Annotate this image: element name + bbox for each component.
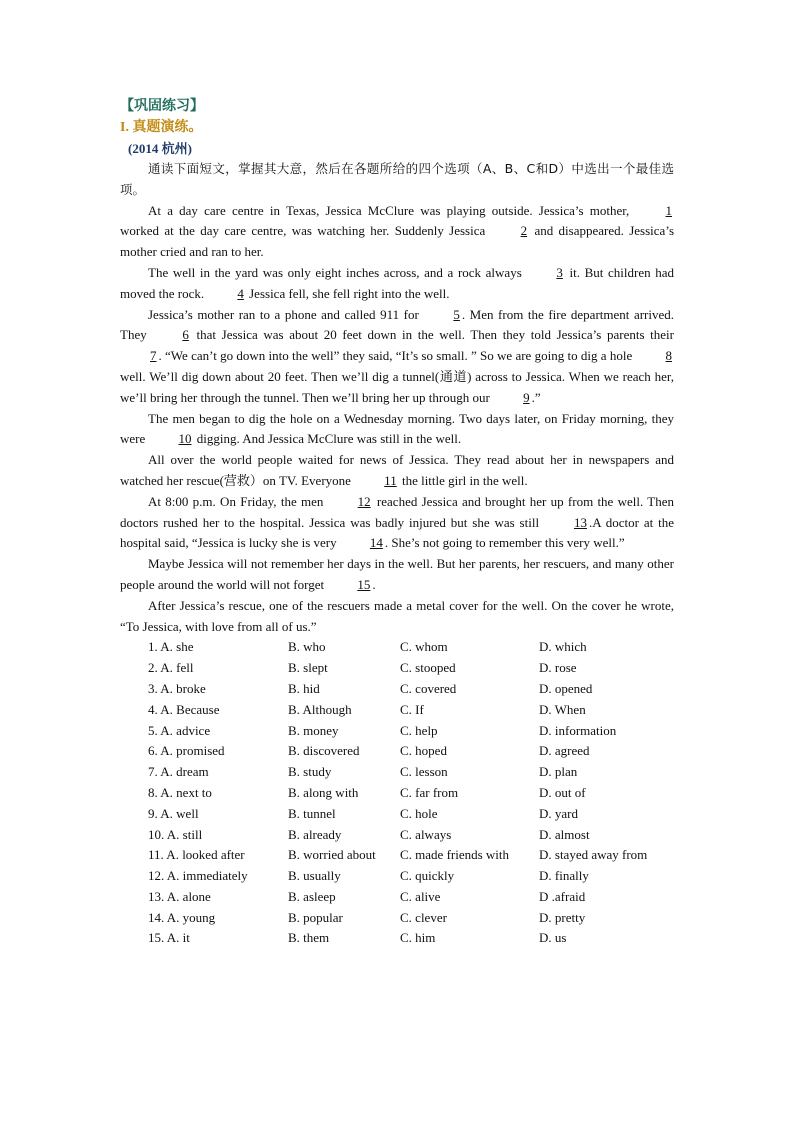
option-d: D. rose bbox=[539, 660, 577, 676]
passage-paragraph-6: At 8:00 p.m. On Friday, the men 12 reached Jessica and brought her up from the well. Then doctors rushed her to the hospital. Jessica was badly injured but she was still 13 .A doctor at the hospital said, “Jessica is lucky she is very 14 . She’s not going to remember this very well.” bbox=[120, 492, 674, 554]
option-a: 15. A. it bbox=[148, 930, 190, 946]
option-d: D. When bbox=[539, 701, 586, 717]
option-b: B. worried about bbox=[288, 847, 376, 863]
option-c: C. made friends with bbox=[400, 847, 510, 863]
option-d: D. finally bbox=[539, 868, 589, 884]
option-row-10 bbox=[120, 825, 674, 846]
blank-13: 13 bbox=[573, 514, 587, 530]
option-b: B. study bbox=[288, 764, 332, 780]
option-c: C. covered bbox=[400, 680, 457, 696]
option-b: B. discovered bbox=[288, 743, 360, 759]
blank-11: 11 bbox=[384, 472, 397, 488]
blank-2: 2 bbox=[520, 223, 528, 239]
option-c: C. quickly bbox=[400, 868, 455, 884]
option-row-14 bbox=[120, 908, 674, 929]
option-row-4 bbox=[120, 700, 674, 721]
option-row-12 bbox=[120, 866, 674, 887]
subsection-title: I. 真题演练。 bbox=[120, 120, 203, 135]
option-d: D. almost bbox=[539, 826, 590, 842]
option-c: C. always bbox=[400, 826, 452, 842]
option-b: B. money bbox=[288, 722, 339, 738]
blank-8: 8 bbox=[665, 348, 672, 364]
option-row-1 bbox=[120, 637, 674, 658]
passage-paragraph-3: Jessica’s mother ran to a phone and called 911 for 5 . Men from the fire department arrived. They 6 that Jessica was about 20 feet down in the well. Then they told Jessica’s parents their 7 . “We can’t go down into the well” they said, “It’s so small. ” So we are going to dig a hole 8 well. We’ll dig down about 20 feet. Then we’ll dig a tunnel(通道) across to Jessica. When we reach her, we’ll bring her through the tunnel. Then we’ll bring her up through our 9 .” bbox=[120, 305, 674, 409]
option-d: D. out of bbox=[539, 784, 586, 800]
options-table bbox=[120, 637, 674, 949]
option-a: 8. A. next to bbox=[148, 784, 212, 800]
blank-12: 12 bbox=[357, 493, 371, 509]
instructions: 通读下面短文，掌握其大意，然后在各题所给的四个选项（A、B、C和D）中选出一个最佳选项。 bbox=[120, 161, 674, 197]
blank-9: 9 bbox=[523, 389, 530, 405]
passage-paragraph-4: The men began to dig the hole on a Wednesday morning. Two days later, on Friday morning, they were 10 digging. And Jessica McClure was still in the well. bbox=[120, 409, 674, 451]
blank-14: 14 bbox=[369, 535, 383, 551]
option-b: B. slept bbox=[288, 660, 328, 676]
option-b: B. them bbox=[288, 930, 330, 946]
option-b: B. hid bbox=[288, 680, 320, 696]
option-d: D. information bbox=[539, 722, 617, 738]
option-a: 12. A. immediately bbox=[148, 868, 248, 884]
option-row-9 bbox=[120, 804, 674, 825]
passage-paragraph-7: Maybe Jessica will not remember her days in the well. But her parents, her rescuers, and many other people around the world will not forget 15 . bbox=[120, 554, 674, 596]
blank-10: 10 bbox=[178, 431, 192, 447]
blank-5: 5 bbox=[453, 306, 460, 322]
blank-15: 15 bbox=[357, 576, 371, 592]
option-a: 3. A. broke bbox=[148, 680, 206, 696]
blank-4: 4 bbox=[237, 285, 244, 301]
option-c: C. lesson bbox=[400, 764, 448, 780]
option-a: 9. A. well bbox=[148, 805, 199, 821]
section-title: 【巩固练习】 bbox=[120, 99, 204, 114]
option-c: C. whom bbox=[400, 639, 448, 655]
blank-1: 1 bbox=[665, 202, 672, 218]
option-b: B. already bbox=[288, 826, 342, 842]
passage-paragraph-5: All over the world people waited for news of Jessica. They read about her in newspapers and watched her rescue(营救）on TV. Everyone 11 the little girl in the well. bbox=[120, 450, 674, 492]
option-a: 10. A. still bbox=[148, 826, 203, 842]
option-row-5 bbox=[120, 721, 674, 742]
option-row-11 bbox=[120, 845, 674, 866]
option-b: B. usually bbox=[288, 868, 341, 884]
option-row-6 bbox=[120, 741, 674, 762]
option-d: D. stayed away from bbox=[539, 847, 648, 863]
option-b: B. Although bbox=[288, 701, 352, 717]
option-d: D. agreed bbox=[539, 743, 590, 759]
option-b: B. who bbox=[288, 639, 326, 655]
option-a: 7. A. dream bbox=[148, 764, 209, 780]
option-c: C. hole bbox=[400, 805, 438, 821]
option-d: D. yard bbox=[539, 805, 578, 821]
passage-paragraph-8: After Jessica’s rescue, one of the rescuers made a metal cover for the well. On the cover he wrote, “To Jessica, with love from all of us.” bbox=[120, 597, 674, 634]
passage-paragraph-1: At a day care centre in Texas, Jessica McClure was playing outside. Jessica’s mother, 1 worked at the day care centre, was watching her. Suddenly Jessica 2 and disappeared. Jessica’s mother cried and ran to her. bbox=[120, 202, 674, 260]
option-a: 11. A. looked after bbox=[148, 847, 245, 863]
option-a: 13. A. alone bbox=[148, 888, 211, 904]
option-row-2 bbox=[120, 658, 674, 679]
option-a: 1. A. she bbox=[148, 639, 194, 655]
option-d: D .afraid bbox=[539, 888, 586, 904]
option-a: 4. A. Because bbox=[148, 701, 220, 717]
option-d: D. plan bbox=[539, 764, 578, 780]
option-b: B. tunnel bbox=[288, 805, 336, 821]
option-d: D. which bbox=[539, 639, 587, 655]
option-d: D. opened bbox=[539, 680, 593, 696]
passage-paragraph-2: The well in the yard was only eight inches across, and a rock always 3 it. But children had moved the rock. 4 Jessica fell, she fell right into the well. bbox=[120, 263, 674, 305]
option-row-8 bbox=[120, 783, 674, 804]
option-a: 14. A. young bbox=[148, 909, 216, 925]
option-b: B. popular bbox=[288, 909, 343, 925]
option-a: 5. A. advice bbox=[148, 722, 211, 738]
option-d: D. us bbox=[539, 930, 567, 946]
option-row-3 bbox=[120, 679, 674, 700]
option-c: C. help bbox=[400, 722, 438, 738]
option-a: 6. A. promised bbox=[148, 743, 225, 759]
option-c: C. far from bbox=[400, 784, 459, 800]
blank-7: 7 bbox=[150, 348, 157, 364]
option-c: C. stooped bbox=[400, 660, 456, 676]
blank-3: 3 bbox=[556, 264, 563, 280]
option-d: D. pretty bbox=[539, 909, 586, 925]
option-c: C. If bbox=[400, 701, 424, 717]
document-page bbox=[120, 96, 674, 949]
option-c: C. him bbox=[400, 930, 436, 946]
option-c: C. hoped bbox=[400, 743, 447, 759]
option-c: C. clever bbox=[400, 909, 447, 925]
option-a: 2. A. fell bbox=[148, 660, 194, 676]
option-row-15 bbox=[120, 928, 674, 949]
option-c: C. alive bbox=[400, 888, 441, 904]
option-b: B. along with bbox=[288, 784, 359, 800]
source-label: (2014 杭州) bbox=[128, 141, 192, 156]
option-row-13 bbox=[120, 887, 674, 908]
option-b: B. asleep bbox=[288, 888, 336, 904]
blank-6: 6 bbox=[182, 327, 189, 343]
option-row-7 bbox=[120, 762, 674, 783]
